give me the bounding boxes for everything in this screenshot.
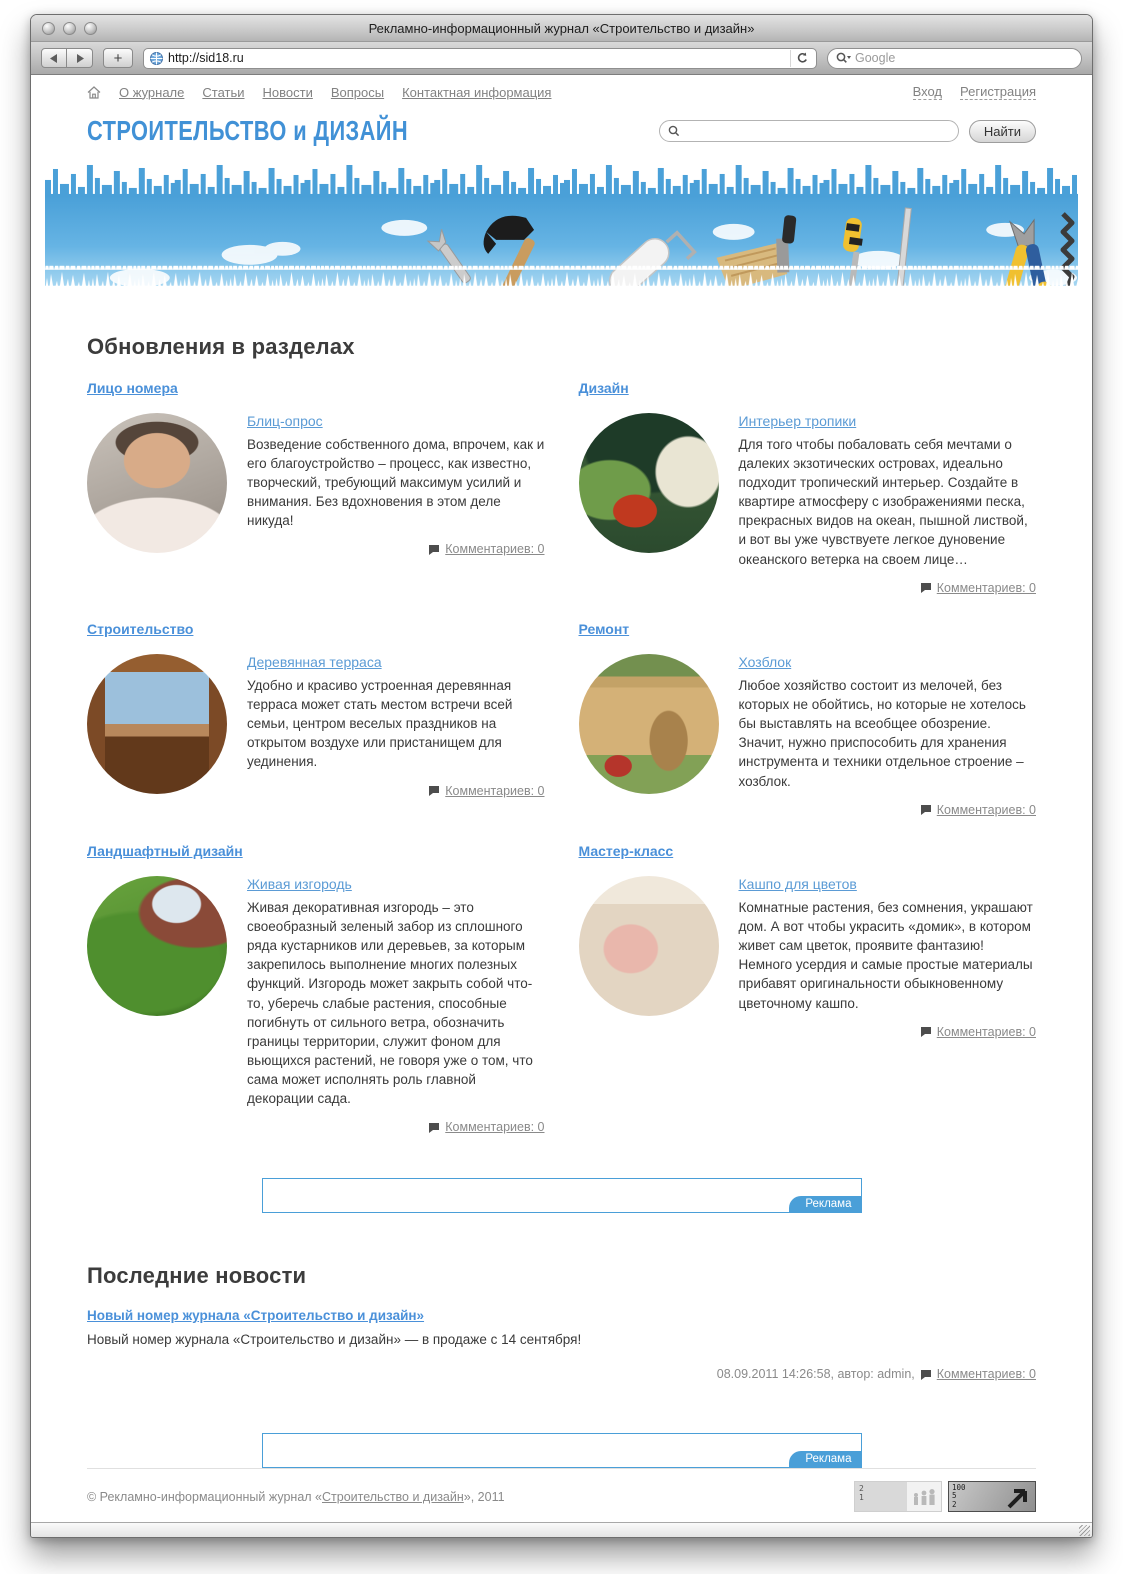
section-link[interactable]: Лицо номера [87, 379, 178, 396]
copyright [87, 1490, 505, 1504]
section-link[interactable]: Строительство [87, 620, 194, 637]
search-icon [836, 52, 851, 64]
comment-icon [920, 582, 932, 593]
article-photo-flower-pot[interactable] [579, 876, 719, 1016]
site-navigation [87, 84, 1036, 100]
visit-counters [854, 1481, 1036, 1512]
article-link[interactable]: Хозблок [738, 653, 792, 670]
zoom-window-button[interactable] [84, 22, 97, 35]
window-controls [42, 22, 97, 35]
article-link[interactable]: Деревянная терраса [247, 653, 382, 670]
back-button[interactable] [41, 48, 67, 68]
comments-link[interactable]: Комментариев: 0 [936, 802, 1036, 817]
forward-button[interactable] [67, 48, 93, 68]
article-teaser: Комнатные растения, без сомнения, украшают дом. А вот чтобы украсить «домик», в котором живет сам цветок, проявите фантазию! Немного усердия и самые простые материалы прибавят оригинальности обыкновенному цветочному кашпо. [738, 899, 1033, 1011]
comments-link[interactable]: Комментариев: 0 [445, 1120, 545, 1135]
ad-label: Реклама [789, 1451, 861, 1468]
back-arrow-icon [50, 54, 58, 63]
close-window-button[interactable] [42, 22, 55, 35]
ad-label: Реклама [789, 1196, 861, 1213]
news-title-link[interactable]: Новый номер журнала «Строительство и дизайн» [87, 1308, 425, 1324]
url-text: http://sid18.ru [168, 51, 244, 65]
news-date-author: 08.09.2011 14:26:58, автор: admin, [716, 1367, 915, 1382]
article-teaser: Любое хозяйство состоит из мелочей, без которых не обойтись, но которые не хотелось бы выставлять на всеобщее обозрение. Значит, нужно приспособить для хранения инструмента и техники отдельное строение – хозблок. [738, 677, 1026, 789]
nav-questions-link[interactable]: Вопросы [330, 84, 385, 100]
comments-link[interactable]: Комментариев: 0 [936, 580, 1036, 595]
window-titlebar[interactable] [31, 15, 1092, 42]
article-link[interactable]: Кашпо для цветов [738, 875, 857, 892]
liveinternet-counter-badge[interactable] [948, 1481, 1036, 1512]
comments-link[interactable]: Комментариев: 0 [445, 542, 545, 557]
window-statusbar [31, 1522, 1092, 1537]
news-item [87, 1307, 1036, 1381]
address-bar[interactable] [143, 48, 817, 69]
counter-value: 5 [952, 1491, 957, 1501]
card-repair [579, 621, 1037, 817]
comment-icon [920, 1026, 932, 1037]
nav-contacts-link[interactable]: Контактная информация [402, 84, 552, 100]
section-link[interactable]: Ландшафтный дизайн [87, 842, 243, 859]
site-logo[interactable]: СТРОИТЕЛЬСТВО и ДИЗАЙН [87, 115, 409, 146]
search-submit-button[interactable]: Найти [969, 120, 1036, 143]
article-teaser: Живая декоративная изгородь – это своеобразный зеленый забор из сплошного ряда кустарников или деревьев, за которым закрепилось выполнение многих полезных функций. Изгородь может закрыть собой что-то, уберечь слабые растения, способные погибнуть от сильного ветра, обозначить границы территории, служит фоном для вьющихся растений, не говоря уже о том, что сама может исполнять роль главной декорации сада. [247, 899, 533, 1107]
comment-icon [920, 1369, 932, 1380]
new-tab-button[interactable]: + [103, 48, 133, 68]
ad-banner-slot-2[interactable] [262, 1433, 862, 1468]
window-title: Рекламно-информационный журнал «Строительство и дизайн» [368, 20, 755, 36]
counter-value: 2 [859, 1484, 864, 1493]
resize-grip[interactable] [1079, 1525, 1090, 1536]
news-text: Новый номер журнала «Строительство и дизайн» — в продаже с 14 сентября! [87, 1332, 582, 1348]
comments-link[interactable]: Комментариев: 0 [936, 1024, 1036, 1039]
site-footer [87, 1468, 1036, 1522]
comments-link[interactable]: Комментариев: 0 [445, 783, 545, 798]
diagonal-arrow-icon [1006, 1485, 1032, 1510]
section-link[interactable]: Дизайн [578, 379, 629, 396]
comment-icon [428, 1122, 440, 1133]
reload-button[interactable] [790, 50, 812, 67]
article-photo-shed[interactable] [579, 654, 719, 794]
article-link[interactable]: Интерьер тропики [738, 412, 857, 429]
news-heading: Последние новости [87, 1263, 307, 1289]
updates-heading: Обновления в разделах [87, 333, 355, 359]
article-link[interactable]: Блиц-опрос [247, 412, 323, 429]
site-header [87, 115, 1036, 147]
banner-illustration [45, 160, 1078, 310]
register-link[interactable]: Регистрация [960, 84, 1036, 99]
article-photo-portrait[interactable] [87, 413, 227, 553]
news-meta [87, 1367, 1036, 1381]
browser-window [30, 14, 1093, 1538]
article-photo-terrace[interactable] [87, 654, 227, 794]
header-banner [45, 160, 1078, 310]
page-content [31, 75, 1092, 1522]
reload-icon [796, 52, 808, 64]
card-master-class [579, 843, 1037, 1135]
article-teaser: Возведение собственного дома, впрочем, как и его благоустройство – процесс, как известно, творческий, требующий максимум усилий и внимания. Без вдохновения в этом деле никуда! [247, 436, 545, 529]
card-landscape-design [87, 843, 545, 1135]
article-link[interactable]: Живая изгородь [247, 875, 352, 892]
ad-banner-slot-1[interactable] [262, 1178, 862, 1213]
minimize-window-button[interactable] [63, 22, 76, 35]
copyright-site-link[interactable]: Строительство и дизайн [322, 1489, 464, 1504]
section-link[interactable]: Ремонт [578, 620, 630, 637]
card-design [579, 380, 1037, 595]
card-construction [87, 621, 545, 817]
forward-arrow-icon [76, 54, 84, 63]
search-icon [668, 125, 680, 137]
people-icon [912, 1489, 936, 1505]
section-link[interactable]: Мастер-класс [578, 842, 674, 859]
login-link[interactable]: Вход [912, 84, 942, 99]
home-icon[interactable] [87, 86, 101, 99]
copyright-text: © Рекламно-информационный журнал « [87, 1489, 322, 1504]
article-teaser: Для того чтобы побаловать себя мечтами о далеких экзотических островах, идеально подходит тропический интерьер. Создайте в квартире атмосферу с изображениями песка, прекрасных видов на океан, пышной листвой, и вот вы уже чувствуете легкое дуновение океанского ветерка на своем лице… [738, 436, 1028, 567]
nav-about-link[interactable]: О журнале [119, 84, 185, 100]
site-search-box[interactable] [659, 120, 959, 142]
counter-value: 100 [952, 1483, 966, 1492]
globe-icon [150, 52, 163, 65]
article-photo-hedge[interactable] [87, 876, 227, 1016]
counter-value: 1 [859, 1492, 864, 1502]
comment-icon [428, 785, 440, 796]
card-person-of-issue [87, 380, 545, 595]
site-search [659, 120, 1036, 143]
article-photo-tropic-interior[interactable] [579, 413, 719, 553]
counter-value: 2 [952, 1499, 957, 1509]
comment-icon [920, 804, 932, 815]
copyright-year: », 2011 [463, 1489, 505, 1504]
visitors-counter-badge[interactable] [854, 1481, 942, 1512]
browser-toolbar [31, 42, 1092, 75]
nav-articles-link[interactable]: Статьи [202, 84, 245, 100]
article-teaser: Удобно и красиво устроенная деревянная терраса может стать местом встречи всей семьи, центром веселых праздников на открытом воздухе или пристанищем для уединения. [247, 677, 513, 770]
nav-news-link[interactable]: Новости [262, 84, 313, 100]
comment-icon [428, 544, 440, 555]
site-search-input[interactable] [685, 124, 950, 138]
google-search-input[interactable] [855, 51, 1073, 65]
comments-link[interactable]: Комментариев: 0 [936, 1367, 1036, 1382]
google-search-field[interactable] [827, 48, 1082, 69]
updates-grid [87, 380, 1036, 1135]
